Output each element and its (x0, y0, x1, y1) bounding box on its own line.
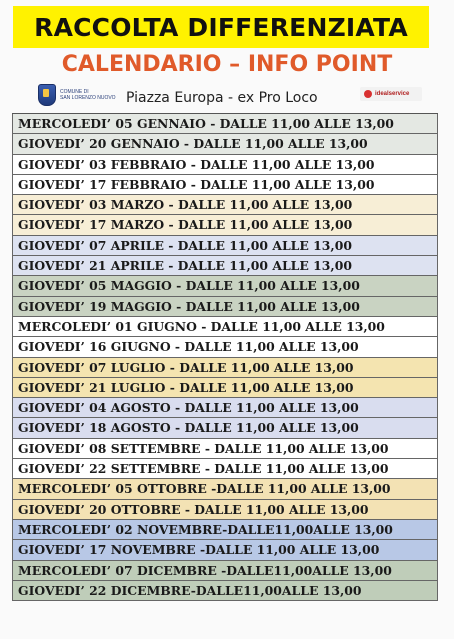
schedule-row: GIOVEDI’ 17 NOVEMBRE -DALLE 11,00 ALLE 13,00 (12, 540, 438, 560)
company-logo-text: idealservice (375, 91, 410, 97)
schedule-row: MERCOLEDI’ 07 DICEMBRE -DALLE11,00ALLE 13,00 (12, 561, 438, 581)
schedule-row: GIOVEDI’ 19 MAGGIO - DALLE 11,00 ALLE 13,00 (12, 297, 438, 317)
schedule-row: GIOVEDI’ 08 SETTEMBRE - DALLE 11,00 ALLE 13,00 (12, 439, 438, 459)
schedule-row: GIOVEDI’ 18 AGOSTO - DALLE 11,00 ALLE 13,00 (12, 418, 438, 438)
schedule-row: MERCOLEDI’ 01 GIUGNO - DALLE 11,00 ALLE 13,00 (12, 317, 438, 337)
schedule-row: GIOVEDI’ 21 LUGLIO - DALLE 11,00 ALLE 13,00 (12, 378, 438, 398)
schedule-row: MERCOLEDI’ 05 GENNAIO - DALLE 11,00 ALLE 13,00 (12, 114, 438, 134)
company-logo (360, 87, 422, 101)
schedule-row: MERCOLEDI’ 05 OTTOBRE -DALLE 11,00 ALLE 13,00 (12, 479, 438, 499)
schedule-row: GIOVEDI’ 22 SETTEMBRE - DALLE 11,00 ALLE 13,00 (12, 459, 438, 479)
schedule-row: GIOVEDI’ 17 FEBBRAIO - DALLE 11,00 ALLE 13,00 (12, 175, 438, 195)
page-subtitle: CALENDARIO – INFO POINT (61, 52, 393, 77)
municipality-logo-line2: SAN LORENZO NUOVO (60, 95, 116, 101)
schedule-row: GIOVEDI’ 21 APRILE - DALLE 11,00 ALLE 13,00 (12, 256, 438, 276)
schedule-row: GIOVEDI’ 17 MARZO - DALLE 11,00 ALLE 13,00 (12, 215, 438, 235)
location-label: Piazza Europa - ex Pro Loco (126, 90, 318, 106)
schedule-row: GIOVEDI’ 07 APRILE - DALLE 11,00 ALLE 13,00 (12, 236, 438, 256)
schedule-row: GIOVEDI’ 16 GIUGNO - DALLE 11,00 ALLE 13,00 (12, 337, 438, 357)
municipality-logo-line1: COMUNE DI (60, 89, 89, 95)
municipality-logo (38, 84, 116, 106)
schedule-row: GIOVEDI’ 05 MAGGIO - DALLE 11,00 ALLE 13,00 (12, 276, 438, 296)
municipality-logo-text (60, 89, 116, 101)
crest-icon (38, 84, 56, 106)
schedule-row: GIOVEDI’ 07 LUGLIO - DALLE 11,00 ALLE 13,00 (12, 358, 438, 378)
page-title: RACCOLTA DIFFERENZIATA (34, 12, 408, 42)
schedule-row: GIOVEDI’ 20 GENNAIO - DALLE 11,00 ALLE 13,00 (12, 134, 438, 154)
schedule-table (12, 113, 438, 601)
schedule-row: GIOVEDI’ 22 DICEMBRE-DALLE11,00ALLE 13,00 (12, 581, 438, 601)
schedule-row: GIOVEDI’ 03 MARZO - DALLE 11,00 ALLE 13,00 (12, 195, 438, 215)
schedule-row: GIOVEDI’ 20 OTTOBRE - DALLE 11,00 ALLE 13,00 (12, 500, 438, 520)
company-logo-icon (364, 90, 372, 98)
title-banner (13, 6, 429, 48)
schedule-row: MERCOLEDI’ 02 NOVEMBRE-DALLE11,00ALLE 13,00 (12, 520, 438, 540)
schedule-row: GIOVEDI’ 03 FEBBRAIO - DALLE 11,00 ALLE 13,00 (12, 155, 438, 175)
schedule-row: GIOVEDI’ 04 AGOSTO - DALLE 11,00 ALLE 13,00 (12, 398, 438, 418)
